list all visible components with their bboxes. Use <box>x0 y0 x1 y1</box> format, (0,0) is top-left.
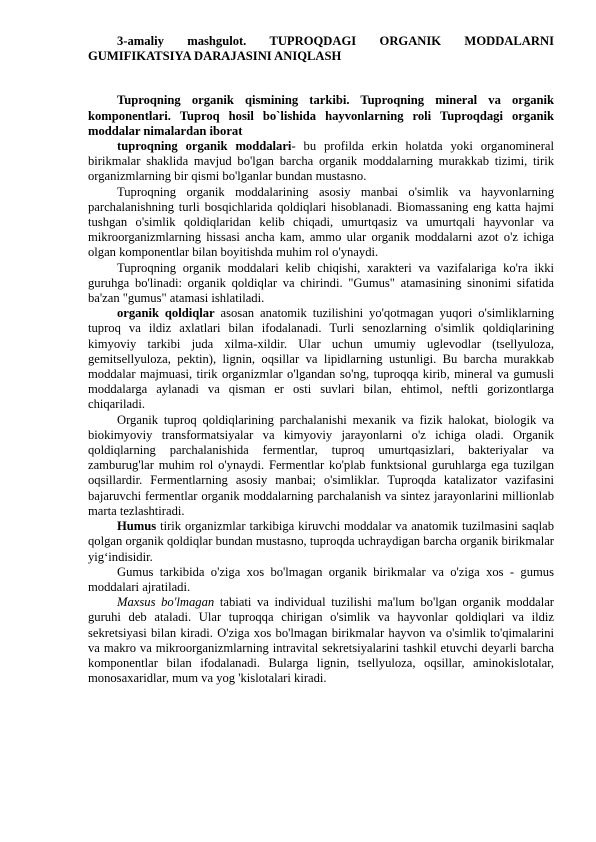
term-nonspecific: Maxsus bo'lmagan <box>117 595 215 610</box>
paragraph-text: Tuproqning organik moddalarining asosiy manbai o'simlik va hayvonlarning parchalanishning turli bosqichlarida qoldiqlari hisoblanadi. Biomassaning eng katta hajmi tushgan o'simlik qoldiqlaridan kelib chiqadi, umurtqasiz va umurtqali hayvonlar va mikroorganizmlarning hissasi ancha kam, ammo ular organik moddalarni azot o'z ichiga olgan komponentlar bilan boyitishda muhim rol o'ynaydi. <box>88 184 554 260</box>
term-organic-residues: organik qoldiqlar <box>117 306 215 321</box>
paragraph-2 <box>88 185 554 261</box>
paragraph-8 <box>88 595 554 686</box>
term-organic-matter: tuproqning organik moddalari <box>117 139 292 154</box>
paragraph-text: tirik organizmlar tarkibiga kiruvchi moddalar va anatomik tuzilmasini saqlab qolgan organik qoldiqlar bundan mustasno, tuproqda uchraydigan barcha organik birikmalar yig‘indisidir. <box>88 519 554 564</box>
section-heading: Tuproqning organik qismining tarkibi. Tuproqning mineral va organik komponentlari. Tuproq hosil bo`lishida hayvonlarning roli Tuproqdagi organik moddalar nimalardan iborat <box>88 93 554 138</box>
term-humus: Humus <box>117 519 157 534</box>
paragraph-text: Gumus tarkibida o'ziga xos bo'lmagan organik birikmalar va o'ziga xos - gumus moddalari ajratiladi. <box>88 564 554 594</box>
paragraph-text: Tuproqning organik moddalari kelib chiqishi, xarakteri va vazifalariga ko'ra ikki guruhga bo'linadi: organik qoldiqlar va chirindi. "Gumus" atamasining sinonimi sifatida ba'zan "gumus" atamasi ishlatiladi. <box>88 260 554 306</box>
paragraph-text: tabiati va individual tuzilishi ma'lum bo'lgan organik moddalar guruhi deb ataladi. Ular tuproqqa chirigan o'simlik va hayvonlar qoldiqlari va ildiz sekretsiyasi bilan kiradi. O'ziga xos bo'lmagan birikmalar hayvon va o'simlik to'qimalarini va makro va mikroorganizmlarning intravital sekretsiyalarini tashkil etuvchi deyarli barcha komponentlar bilan ifodalanadi. Bularga lignin, tsellyuloza, oqsillar, aminokislotalar, monosaxaridlar, mum va yog 'kislotalari kiradi. <box>88 595 554 686</box>
paragraph-7 <box>88 565 554 595</box>
paragraph-6 <box>88 519 554 565</box>
document-title: 3-amaliy mashgulot. TUPROQDAGI ORGANIK MODDALARNI GUMIFIKATSIYA DARAJASINI ANIQLASH <box>88 34 554 64</box>
paragraph-4 <box>88 306 554 412</box>
paragraph-1 <box>88 139 554 185</box>
paragraph-text: Organik tuproq qoldiqlarining parchalanishi mexanik va fizik halokat, biologik va biokimyoviy transformatsiyalar va kimyoviy jarayonlarni o'z ichiga oladi. Organik qoldiqlarning parchalanishida fermentlar, tuproq umurtqasizlari, bakteriyalar va zamburug'lar muhim rol o'ynaydi. Fermentlar ko'plab funktsional guruhlarga ega tuzilgan oqsillardir. Fermentlarning asosiy manbai; o'simliklar. Tuproqda katalizator vazifasini bajaruvchi fermentlar organik moddalarning parchalanish va sintez jarayonlarini millionlab marta tezlashtiradi. <box>88 412 554 518</box>
paragraph-text: asosan anatomik tuzilishini yo'qotmagan yuqori o'simliklarning tuproq va ildiz axlatlari bilan ifodalanadi. Turli senozlarning o'simlik qoldiqlarining kimyoviy tarkibi juda xilma-xildir. Ular uchun umumiy uglevodlar (tsellyuloza, gemitsellyuloza, pektin), lignin, oqsillar va lipidlarning ustunligi. Bu barcha murakkab moddalar majmuasi, tirik organizmlar o'lgandan so'ng, tuproqqa kirib, mineral va gumusli moddalarga aylanadi va qisman er osti suvlari bilan, ehtimol, neftli gorizontlarga chiqariladi. <box>88 306 554 412</box>
paragraph-5 <box>88 413 554 519</box>
paragraph-text: - bu profilda erkin holatda yoki organomineral birikmalar shaklida mavjud bo'lgan barcha organik moddalarning murakkab tizimi, tirik organizmlarning bir qismi bo'lganlar bundan mustasno. <box>88 139 554 184</box>
paragraph-3 <box>88 261 554 307</box>
